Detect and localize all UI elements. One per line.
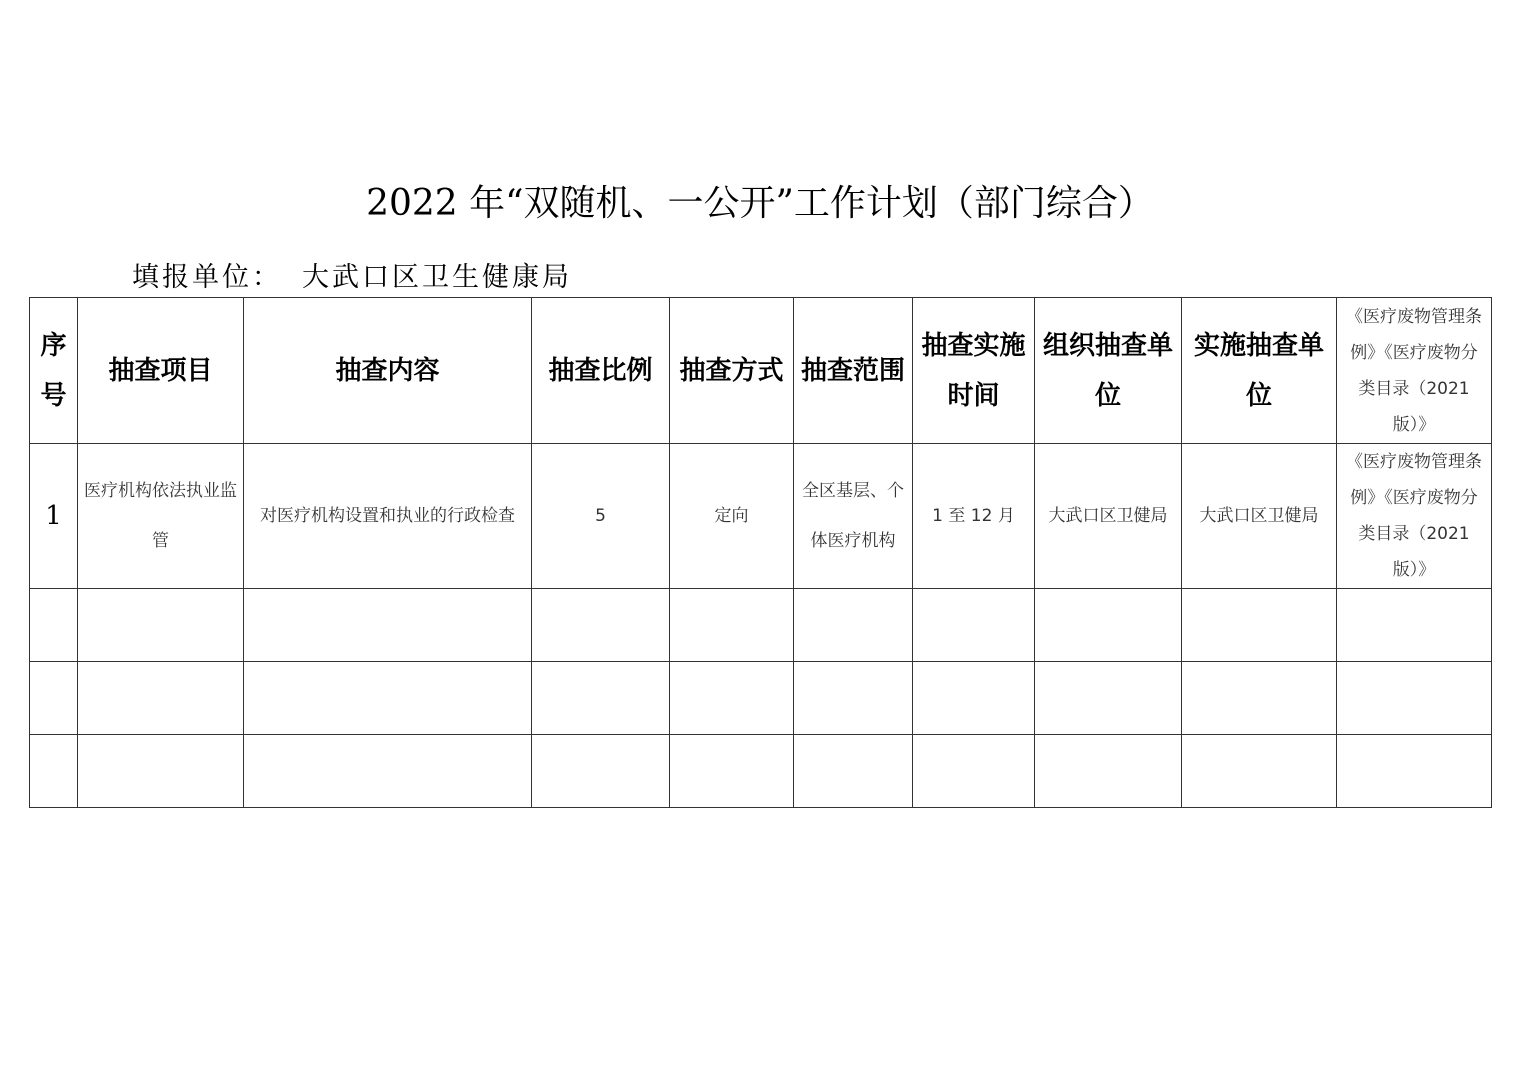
table-row-empty [30, 735, 1492, 808]
cell-ratio: 5 [532, 444, 670, 589]
header-item: 抽查项目 [78, 298, 244, 444]
empty-cell [1337, 662, 1492, 735]
empty-cell [1337, 589, 1492, 662]
empty-cell [670, 735, 794, 808]
reporting-unit-line [132, 258, 572, 298]
header-org-unit: 组织抽查单位 [1035, 298, 1182, 444]
table-row-empty [30, 589, 1492, 662]
table-row-empty [30, 662, 1492, 735]
empty-cell [913, 662, 1035, 735]
empty-cell [30, 735, 78, 808]
cell-item: 医疗机构依法执业监管 [78, 444, 244, 589]
cell-scope: 全区基层、个体医疗机构 [794, 444, 913, 589]
empty-cell [1182, 662, 1337, 735]
cell-org-unit: 大武口区卫健局 [1035, 444, 1182, 589]
empty-cell [1182, 589, 1337, 662]
document-title: 2022 年“双随机、一公开”工作计划（部门综合） [366, 183, 1154, 224]
inspection-plan-table [29, 297, 1492, 808]
empty-cell [244, 589, 532, 662]
empty-cell [532, 662, 670, 735]
empty-cell [244, 662, 532, 735]
header-time: 抽查实施时间 [913, 298, 1035, 444]
empty-cell [30, 589, 78, 662]
empty-cell [78, 589, 244, 662]
empty-cell [78, 662, 244, 735]
header-content: 抽查内容 [244, 298, 532, 444]
cell-method: 定向 [670, 444, 794, 589]
empty-cell [532, 589, 670, 662]
empty-cell [670, 662, 794, 735]
header-ratio: 抽查比例 [532, 298, 670, 444]
empty-cell [794, 735, 913, 808]
empty-cell [78, 735, 244, 808]
header-basis: 《医疗废物管理条例》《医疗废物分类目录（2021版）》 [1337, 298, 1492, 444]
empty-cell [670, 589, 794, 662]
empty-cell [1035, 589, 1182, 662]
empty-cell [30, 662, 78, 735]
table-row [30, 444, 1492, 589]
cell-index: 1 [30, 444, 78, 589]
empty-cell [1035, 662, 1182, 735]
table-header-row [30, 298, 1492, 444]
cell-impl-unit: 大武口区卫健局 [1182, 444, 1337, 589]
cell-basis: 《医疗废物管理条例》《医疗废物分类目录（2021版）》 [1337, 444, 1492, 589]
empty-cell [913, 589, 1035, 662]
header-scope: 抽查范围 [794, 298, 913, 444]
empty-cell [532, 735, 670, 808]
empty-cell [1035, 735, 1182, 808]
empty-cell [1182, 735, 1337, 808]
header-impl-unit: 实施抽查单位 [1182, 298, 1337, 444]
empty-cell [1337, 735, 1492, 808]
empty-cell [913, 735, 1035, 808]
reporting-unit-label: 填报单位： [132, 262, 282, 293]
header-index: 序号 [30, 298, 78, 444]
header-method: 抽查方式 [670, 298, 794, 444]
cell-time: 1 至 12 月 [913, 444, 1035, 589]
empty-cell [244, 735, 532, 808]
empty-cell [794, 589, 913, 662]
empty-cell [794, 662, 913, 735]
cell-content: 对医疗机构设置和执业的行政检查 [244, 444, 532, 589]
reporting-unit-name: 大武口区卫生健康局 [302, 262, 572, 293]
